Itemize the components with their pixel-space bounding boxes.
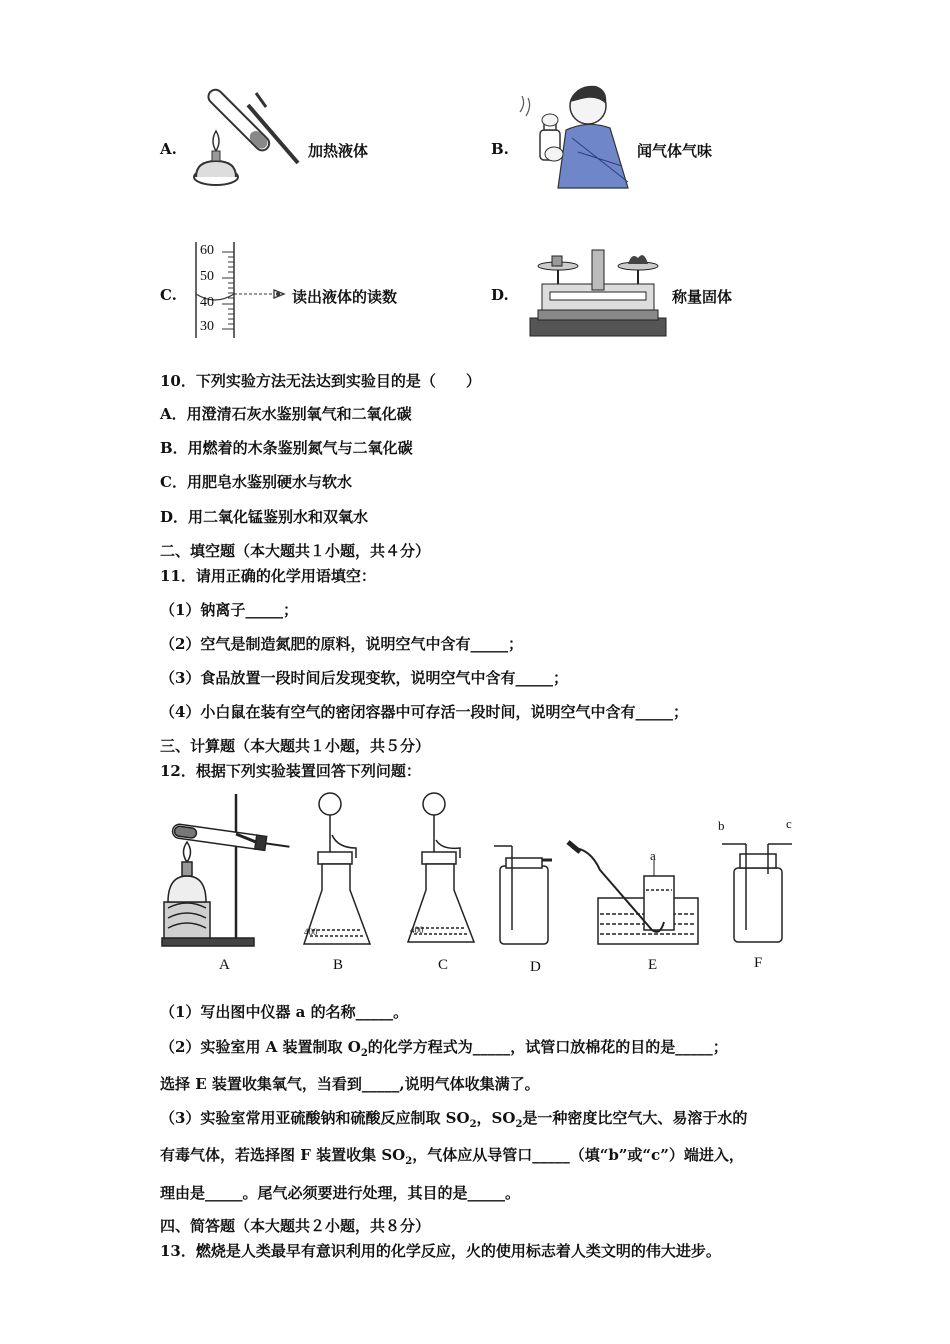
tube-label-c: c xyxy=(786,816,792,831)
apparatus-e xyxy=(568,842,698,944)
option-d-letter: D. xyxy=(491,286,509,304)
option-a-letter: A. xyxy=(160,140,177,158)
cylinder-tick-40: 40 xyxy=(200,295,214,310)
q11-stem: 11．请用正确的化学用语填空： xyxy=(160,567,376,585)
q12-sub3-line3: 理由是_____。尾气必须要进行处理，其目的是_____。 xyxy=(160,1184,521,1202)
q10-stem: 10．下列实验方法无法达到实验目的是（ ） xyxy=(160,372,481,390)
section-2-heading: 二、填空题（本大题共１小题，共４分） xyxy=(160,542,431,560)
q11-item-2: （2）空气是制造氮肥的原料，说明空气中含有_____； xyxy=(160,635,523,653)
option-c-caption: 读出液体的读数 xyxy=(292,288,398,306)
q10-option-c: C．用肥皂水鉴别硬水与软水 xyxy=(160,473,352,491)
apparatus-label-f: F xyxy=(754,955,763,971)
q11-item-1: （1）钠离子_____； xyxy=(160,601,298,619)
flask-c-mark: 400 xyxy=(410,925,424,935)
balance-illustration xyxy=(528,248,668,338)
q10-option-a: A．用澄清石灰水鉴别氧气和二氧化碳 xyxy=(160,405,412,423)
section-4-heading: 四、简答题（本大题共２小题，共８分） xyxy=(160,1217,431,1235)
apparatus-d xyxy=(494,846,552,944)
q12-sub2-line1: （2）实验室用 A 装置制取 $O_2$的化学方程式为_____，试管口放棉花的目的是_____； xyxy=(160,1038,728,1059)
option-a-caption: 加热液体 xyxy=(308,142,369,160)
apparatus-f xyxy=(722,844,792,942)
q11-item-3: （3）食品放置一段时间后发现变软，说明空气中含有_____； xyxy=(160,669,568,687)
smell-gas-illustration xyxy=(518,82,633,190)
section-3-heading: 三、计算题（本大题共１小题，共５分） xyxy=(160,737,431,755)
q10-option-d: D．用二氧化锰鉴别水和双氧水 xyxy=(160,508,369,526)
apparatus-figure xyxy=(160,790,800,955)
option-d-caption: 称量固体 xyxy=(672,288,733,306)
apparatus-b xyxy=(304,793,370,944)
q12-sub3-line2: 有毒气体，若选择图 F 装置收集 $SO_2$，气体应从导管口_____（填“b”或“c”）端进入， xyxy=(160,1146,744,1167)
option-b-caption: 闻气体气味 xyxy=(637,142,713,160)
q12-stem: 12．根据下列实验装置回答下列问题： xyxy=(160,762,421,780)
q12-sub3-line1: （3）实验室常用亚硫酸钠和硫酸反应制取 $SO_2$，$SO_2$是一种密度比空气大、易溶于水的 xyxy=(160,1109,748,1130)
apparatus-label-c: C xyxy=(438,957,449,973)
apparatus-label-d: D xyxy=(530,959,541,975)
apparatus-label-e: E xyxy=(648,957,658,973)
apparatus-a xyxy=(162,794,290,946)
option-b-letter: B. xyxy=(491,140,509,158)
apparatus-label-a: A xyxy=(219,957,230,973)
cylinder-tick-30: 30 xyxy=(200,319,214,334)
q11-item-4: （4）小白鼠在装有空气的密闭容器中可存活一段时间，说明空气中含有_____； xyxy=(160,703,688,721)
heating-liquid-illustration xyxy=(188,85,303,195)
q12-sub2-line2: 选择 E 装置收集氧气，当看到_____,说明气体收集满了。 xyxy=(160,1075,540,1093)
q13-stem: 13．燃烧是人类最早有意识利用的化学反应，火的使用标志着人类文明的伟大进步。 xyxy=(160,1242,721,1260)
cylinder-tick-50: 50 xyxy=(200,269,214,284)
flask-b-mark: 400 xyxy=(304,927,318,937)
option-c-letter: C. xyxy=(160,286,177,304)
cylinder-tick-60: 60 xyxy=(200,243,214,258)
apparatus-label-b: B xyxy=(333,957,344,973)
tube-label-a: a xyxy=(650,848,656,863)
q12-sub1: （1）写出图中仪器 a 的名称_____。 xyxy=(160,1003,409,1021)
apparatus-c xyxy=(408,793,474,942)
tube-label-b: b xyxy=(718,818,725,833)
q10-option-b: B．用燃着的木条鉴别氮气与二氧化碳 xyxy=(160,439,413,457)
